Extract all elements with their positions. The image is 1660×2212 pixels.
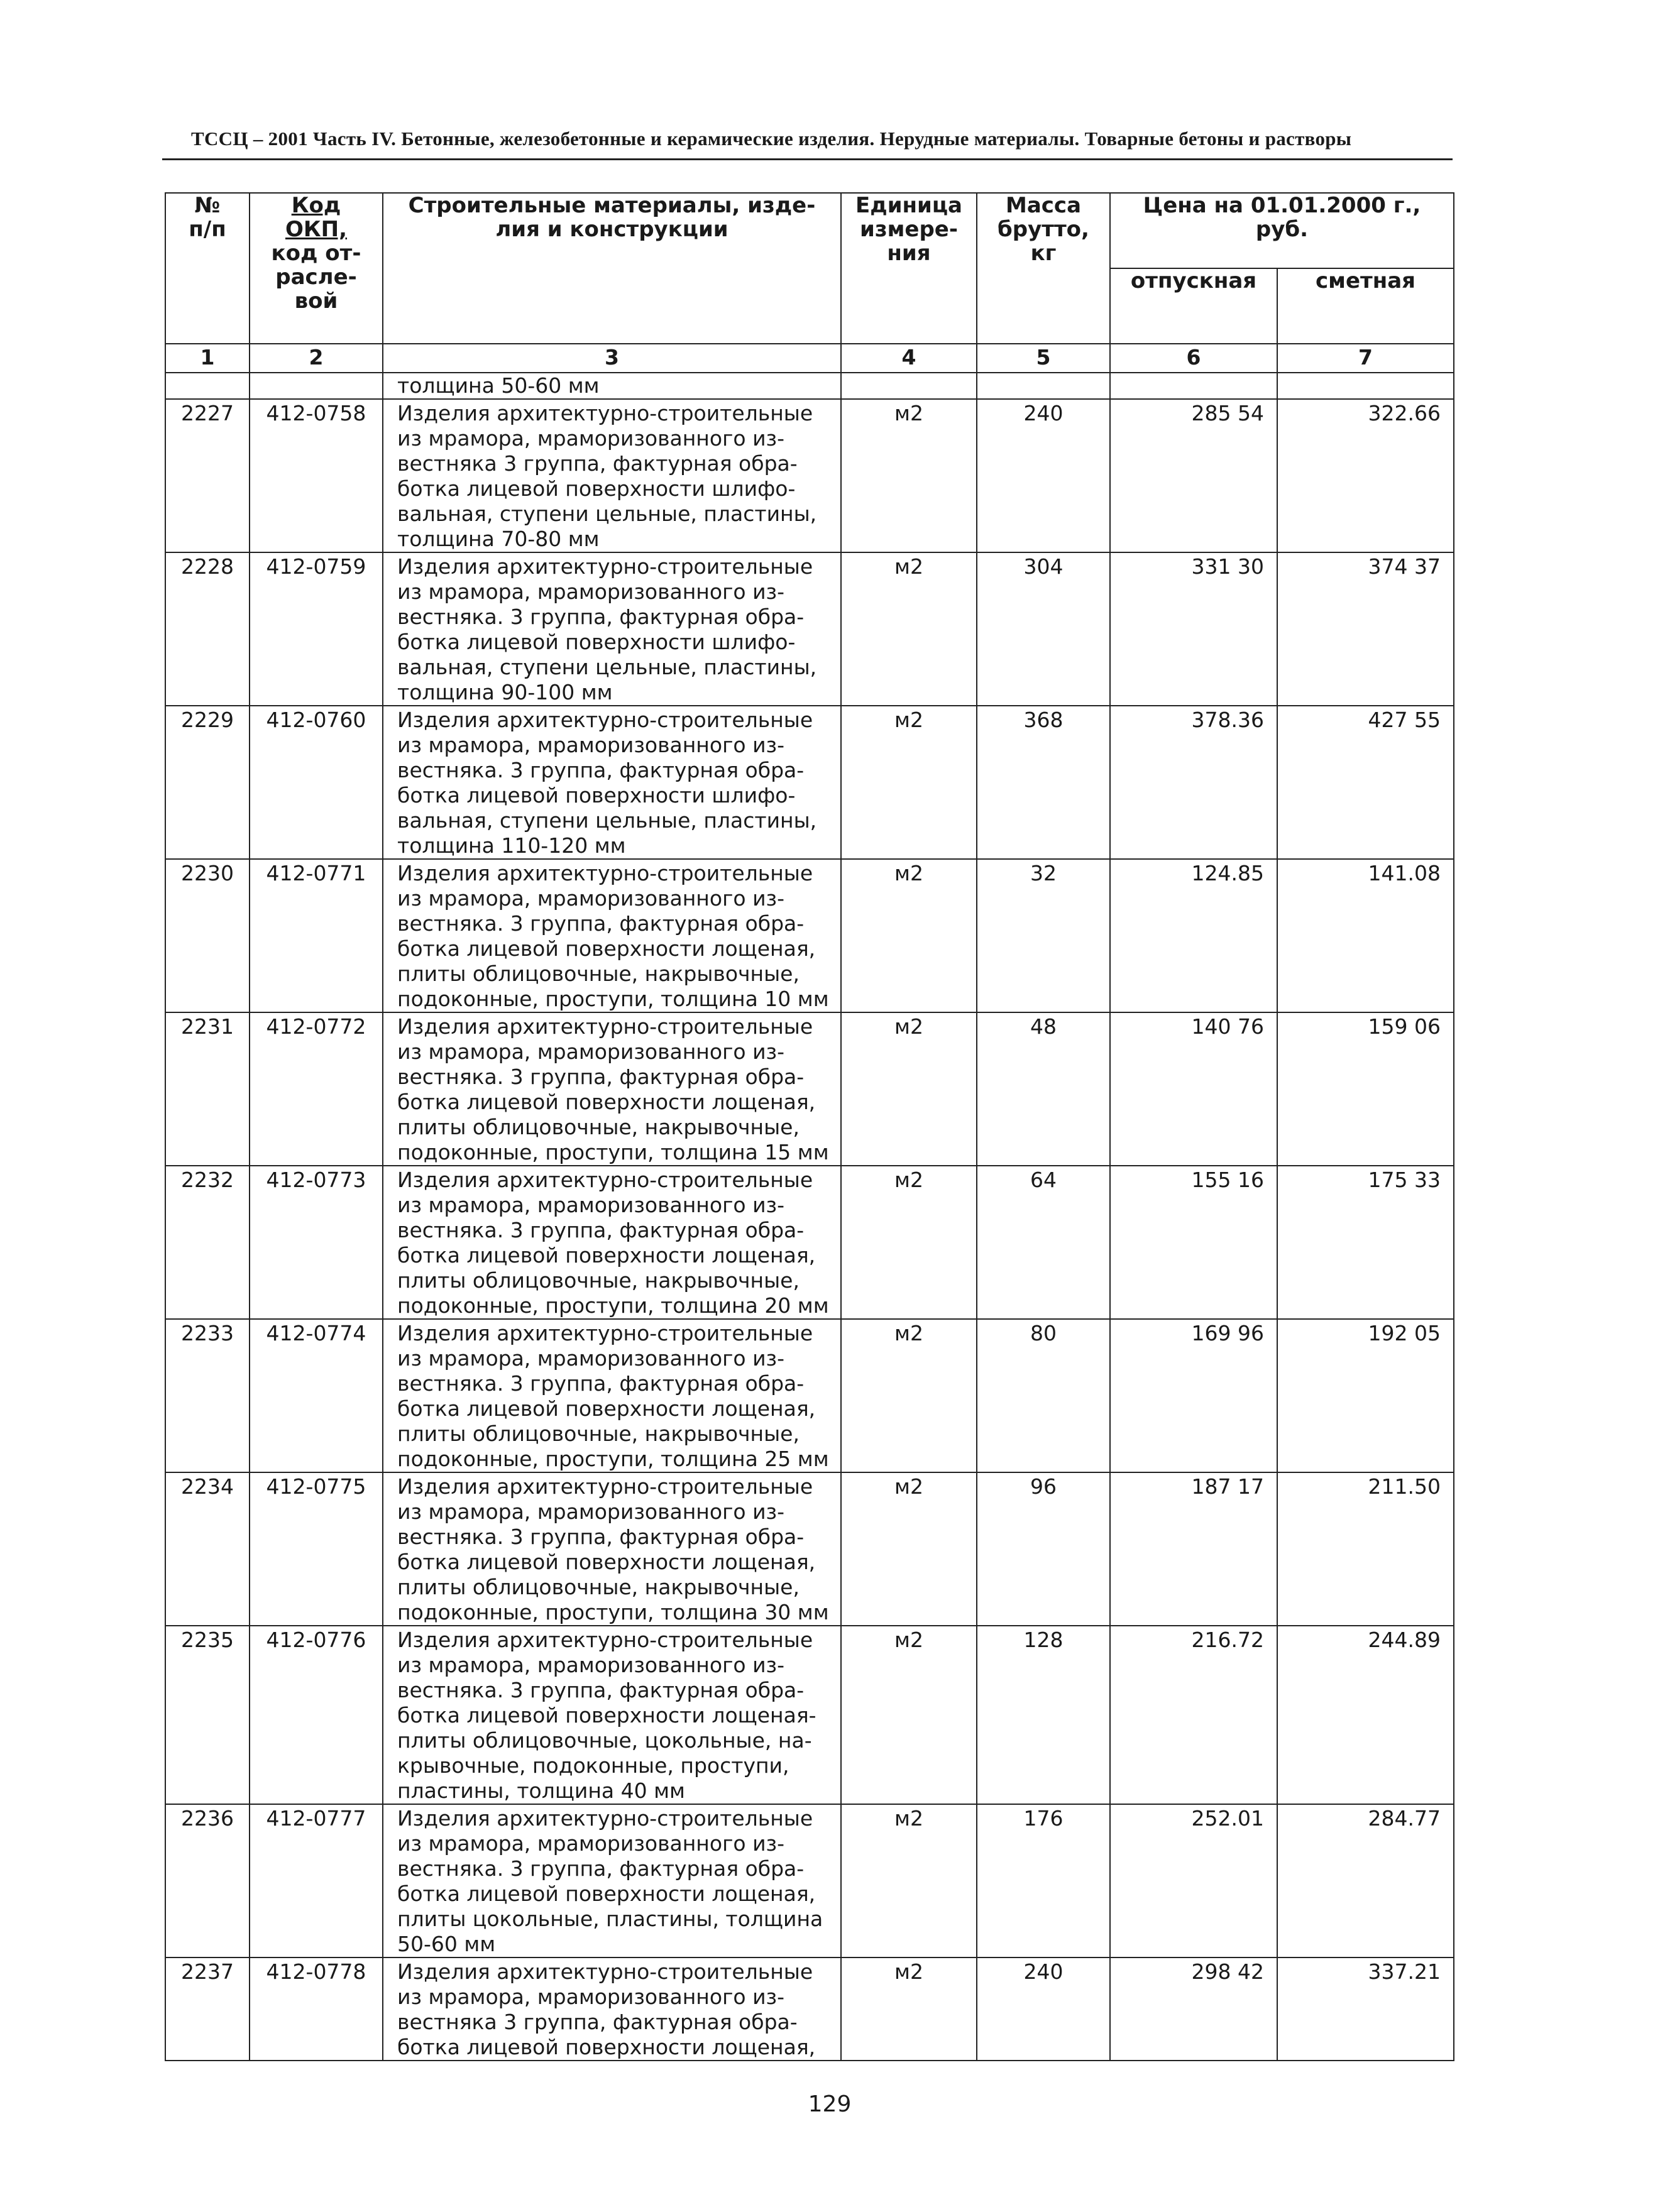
row-description: Изделия архитектурно-строительные из мрамора, мраморизованного из- вестняка 3 группа, фактурная обра- ботка лицевой поверхности шлифо- вальная, ступени цельные, пластины, толщина 70-80 мм bbox=[383, 399, 841, 552]
row-mass: 96 bbox=[977, 1472, 1110, 1626]
row-mass: 304 bbox=[977, 552, 1110, 706]
table-row bbox=[165, 859, 1454, 1012]
continuation-empty bbox=[1277, 373, 1454, 399]
header-row bbox=[165, 193, 1454, 268]
row-unit: м2 bbox=[841, 1166, 977, 1319]
table-row bbox=[165, 1166, 1454, 1319]
row-mass: 80 bbox=[977, 1319, 1110, 1472]
column-number: 4 bbox=[841, 344, 977, 373]
row-mass: 240 bbox=[977, 399, 1110, 552]
row-mass: 240 bbox=[977, 1957, 1110, 2061]
row-number: 2233 bbox=[165, 1319, 250, 1472]
row-code: 412-0771 bbox=[250, 859, 383, 1012]
table-row bbox=[165, 706, 1454, 859]
column-number: 2 bbox=[250, 344, 383, 373]
row-unit: м2 bbox=[841, 1804, 977, 1957]
row-mass: 48 bbox=[977, 1012, 1110, 1166]
header-price-group-label: Цена на 01.01.2000 г., руб. bbox=[1143, 193, 1421, 242]
header-materials-label: Строительные материалы, изде- лия и конструкции bbox=[408, 193, 816, 242]
row-code: 412-0775 bbox=[250, 1472, 383, 1626]
row-description: Изделия архитектурно-строительные из мрамора, мраморизованного из- вестняка. 3 группа, фактурная обра- ботка лицевой поверхности лощеная, плиты облицовочные, накрывочные, подоконные, проступи, толщина 30 мм bbox=[383, 1472, 841, 1626]
row-price-estimate: 175 33 bbox=[1277, 1166, 1454, 1319]
row-code: 412-0778 bbox=[250, 1957, 383, 2061]
header-mass bbox=[977, 193, 1110, 344]
row-description: Изделия архитектурно-строительные из мрамора, мраморизованного из- вестняка. 3 группа, фактурная обра- ботка лицевой поверхности лощеная, плиты облицовочные, накрывочные, подоконные, проступи, толщина 20 мм bbox=[383, 1166, 841, 1319]
row-price-release: 378.36 bbox=[1110, 706, 1277, 859]
row-price-estimate: 427 55 bbox=[1277, 706, 1454, 859]
row-unit: м2 bbox=[841, 552, 977, 706]
header-unit bbox=[841, 193, 977, 344]
continuation-empty bbox=[841, 373, 977, 399]
header-code-line1: Код bbox=[291, 193, 341, 218]
row-description: Изделия архитектурно-строительные из мрамора, мраморизованного из- вестняка. 3 группа, фактурная обра- ботка лицевой поверхности шлифо- вальная, ступени цельные, пластины, толщина 110-120 мм bbox=[383, 706, 841, 859]
header-mass-label: Масса брутто, кг bbox=[998, 193, 1089, 266]
row-number: 2237 bbox=[165, 1957, 250, 2061]
continuation-empty bbox=[1110, 373, 1277, 399]
running-header: ТССЦ – 2001 Часть IV. Бетонные, железобетонные и керамические изделия. Нерудные материалы. Товарные бетоны и растворы bbox=[191, 128, 1352, 150]
row-unit: м2 bbox=[841, 1319, 977, 1472]
row-code: 412-0777 bbox=[250, 1804, 383, 1957]
column-number-row bbox=[165, 344, 1454, 373]
row-unit: м2 bbox=[841, 1626, 977, 1804]
row-unit: м2 bbox=[841, 1012, 977, 1166]
row-code: 412-0760 bbox=[250, 706, 383, 859]
header-code bbox=[250, 193, 383, 344]
row-unit: м2 bbox=[841, 1472, 977, 1626]
row-description: Изделия архитектурно-строительные из мрамора, мраморизованного из- вестняка. 3 группа, фактурная обра- ботка лицевой поверхности лощеная, плиты облицовочные, накрывочные, подоконные, проступи, толщина 10 мм bbox=[383, 859, 841, 1012]
header-code-line2: ОКП, bbox=[285, 217, 348, 242]
header-materials bbox=[383, 193, 841, 344]
row-price-release: 169 96 bbox=[1110, 1319, 1277, 1472]
row-price-estimate: 141.08 bbox=[1277, 859, 1454, 1012]
row-number: 2227 bbox=[165, 399, 250, 552]
header-rule bbox=[162, 158, 1453, 160]
row-price-release: 252.01 bbox=[1110, 1804, 1277, 1957]
row-price-release: 285 54 bbox=[1110, 399, 1277, 552]
row-code: 412-0759 bbox=[250, 552, 383, 706]
row-price-release: 124.85 bbox=[1110, 859, 1277, 1012]
page-number: 129 bbox=[808, 2091, 852, 2117]
table-row bbox=[165, 1804, 1454, 1957]
row-description: Изделия архитектурно-строительные из мрамора, мраморизованного из- вестняка 3 группа, фактурная обра- ботка лицевой поверхности лощеная, bbox=[383, 1957, 841, 2061]
price-table bbox=[165, 192, 1454, 2061]
row-code: 412-0773 bbox=[250, 1166, 383, 1319]
table-row bbox=[165, 1472, 1454, 1626]
table-row bbox=[165, 1012, 1454, 1166]
row-price-release: 187 17 bbox=[1110, 1472, 1277, 1626]
row-price-estimate: 244.89 bbox=[1277, 1626, 1454, 1804]
column-number: 5 bbox=[977, 344, 1110, 373]
header-no-label: № п/п bbox=[189, 193, 226, 242]
column-number: 3 bbox=[383, 344, 841, 373]
row-number: 2234 bbox=[165, 1472, 250, 1626]
table-row bbox=[165, 552, 1454, 706]
continuation-empty bbox=[250, 373, 383, 399]
row-description: Изделия архитектурно-строительные из мрамора, мраморизованного из- вестняка. 3 группа, фактурная обра- ботка лицевой поверхности лощеная, плиты облицовочные, накрывочные, подоконные, проступи, толщина 25 мм bbox=[383, 1319, 841, 1472]
row-price-release: 331 30 bbox=[1110, 552, 1277, 706]
column-number: 1 bbox=[165, 344, 250, 373]
row-number: 2229 bbox=[165, 706, 250, 859]
row-price-estimate: 284.77 bbox=[1277, 1804, 1454, 1957]
row-unit: м2 bbox=[841, 706, 977, 859]
row-unit: м2 bbox=[841, 399, 977, 552]
row-mass: 32 bbox=[977, 859, 1110, 1012]
row-code: 412-0772 bbox=[250, 1012, 383, 1166]
row-price-estimate: 192 05 bbox=[1277, 1319, 1454, 1472]
row-description: Изделия архитектурно-строительные из мрамора, мраморизованного из- вестняка. 3 группа, фактурная обра- ботка лицевой поверхности шлифо- вальная, ступени цельные, пластины, толщина 90-100 мм bbox=[383, 552, 841, 706]
row-mass: 368 bbox=[977, 706, 1110, 859]
row-price-estimate: 322.66 bbox=[1277, 399, 1454, 552]
row-price-estimate: 159 06 bbox=[1277, 1012, 1454, 1166]
row-description: Изделия архитектурно-строительные из мрамора, мраморизованного из- вестняка. 3 группа, фактурная обра- ботка лицевой поверхности лощеная- плиты облицовочные, цокольные, на- крывочные, подоконные, проступи, пластины, толщина 40 мм bbox=[383, 1626, 841, 1804]
table-row bbox=[165, 1957, 1454, 2061]
row-mass: 176 bbox=[977, 1804, 1110, 1957]
row-description: Изделия архитектурно-строительные из мрамора, мраморизованного из- вестняка. 3 группа, фактурная обра- ботка лицевой поверхности лощеная, плиты цокольные, пластины, толщина 50-60 мм bbox=[383, 1804, 841, 1957]
row-price-release: 140 76 bbox=[1110, 1012, 1277, 1166]
header-price-estimate: сметная bbox=[1277, 268, 1454, 344]
row-number: 2235 bbox=[165, 1626, 250, 1804]
header-price-release: отпускная bbox=[1110, 268, 1277, 344]
row-number: 2231 bbox=[165, 1012, 250, 1166]
continuation-empty bbox=[977, 373, 1110, 399]
table-row bbox=[165, 1626, 1454, 1804]
continuation-row bbox=[165, 373, 1454, 399]
row-price-release: 216.72 bbox=[1110, 1626, 1277, 1804]
header-code-rest: код от- расле- вой bbox=[271, 241, 361, 314]
table-row bbox=[165, 399, 1454, 552]
row-code: 412-0774 bbox=[250, 1319, 383, 1472]
row-mass: 128 bbox=[977, 1626, 1110, 1804]
table-row bbox=[165, 1319, 1454, 1472]
row-mass: 64 bbox=[977, 1166, 1110, 1319]
row-number: 2236 bbox=[165, 1804, 250, 1957]
row-price-estimate: 374 37 bbox=[1277, 552, 1454, 706]
header-no bbox=[165, 193, 250, 344]
row-number: 2228 bbox=[165, 552, 250, 706]
header-price-group bbox=[1110, 193, 1454, 268]
row-number: 2230 bbox=[165, 859, 250, 1012]
row-price-estimate: 211.50 bbox=[1277, 1472, 1454, 1626]
column-number: 6 bbox=[1110, 344, 1277, 373]
row-description: Изделия архитектурно-строительные из мрамора, мраморизованного из- вестняка. 3 группа, фактурная обра- ботка лицевой поверхности лощеная, плиты облицовочные, накрывочные, подоконные, проступи, толщина 15 мм bbox=[383, 1012, 841, 1166]
row-unit: м2 bbox=[841, 859, 977, 1012]
header-unit-label: Единица измере- ния bbox=[855, 193, 962, 266]
table-body bbox=[165, 373, 1454, 2061]
row-price-estimate: 337.21 bbox=[1277, 1957, 1454, 2061]
row-number: 2232 bbox=[165, 1166, 250, 1319]
continuation-empty bbox=[165, 373, 250, 399]
column-number: 7 bbox=[1277, 344, 1454, 373]
continuation-text: толщина 50-60 мм bbox=[383, 373, 841, 399]
row-price-release: 155 16 bbox=[1110, 1166, 1277, 1319]
row-code: 412-0776 bbox=[250, 1626, 383, 1804]
row-price-release: 298 42 bbox=[1110, 1957, 1277, 2061]
row-unit: м2 bbox=[841, 1957, 977, 2061]
row-code: 412-0758 bbox=[250, 399, 383, 552]
